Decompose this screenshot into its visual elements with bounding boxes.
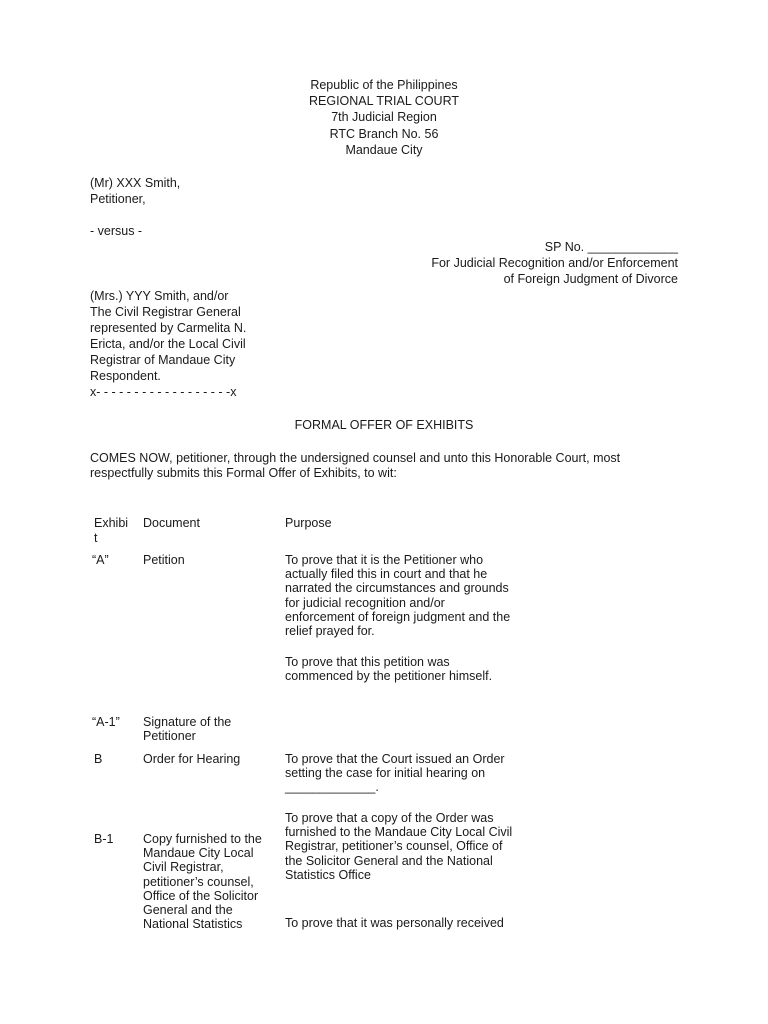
header-line-branch: RTC Branch No. 56: [329, 126, 439, 141]
versus-text: - versus -: [90, 224, 143, 238]
exhibit-document: [143, 715, 231, 743]
exhibit-document: Petition: [143, 553, 185, 567]
exhibit-label: B-1: [94, 832, 114, 846]
respondent-line: The Civil Registrar General: [90, 305, 241, 319]
exhibit-purpose: [285, 752, 505, 795]
respondent-line: Ericta, and/or the Local Civil: [90, 337, 246, 351]
purpose-line: _____________.: [285, 780, 379, 795]
header-line-city: Mandaue City: [345, 142, 423, 157]
purpose-line: To prove that the Court issued an Order: [285, 752, 505, 766]
intro-line1: COMES NOW, petitioner, through the undersigned counsel and unto this Honorable Court, most: [90, 451, 621, 465]
purpose-line: commenced by the petitioner himself.: [285, 669, 493, 684]
table-header-purpose: Purpose: [285, 516, 332, 530]
purpose-line: relief prayed for.: [285, 624, 375, 639]
document-line: petitioner’s counsel,: [143, 874, 254, 889]
petitioner-name: (Mr) XXX Smith,: [90, 176, 181, 190]
purpose-line: Registrar, petitioner’s counsel, Office of: [285, 839, 503, 854]
respondent-role: Respondent.: [90, 369, 161, 383]
intro-line2: respectfully submits this Formal Offer of Exhibits, to wit:: [90, 466, 397, 480]
purpose-line: Statistics Office: [285, 867, 371, 882]
exhibit-document: [143, 832, 262, 931]
header-line-region: 7th Judicial Region: [331, 110, 437, 125]
case-number: SP No. _____________: [544, 240, 678, 254]
exhibit-purpose-additional: To prove that it was personally received: [285, 916, 504, 930]
exhibit-purpose: [285, 811, 512, 882]
purpose-line: setting the case for initial hearing on: [285, 766, 486, 781]
exhibit-label: “A”: [92, 553, 109, 567]
document-line: Petitioner: [143, 729, 196, 744]
header-line-republic: Republic of the Philippines: [310, 78, 458, 92]
document-line: National Statistics: [143, 917, 243, 932]
purpose-line: the Solicitor General and the National: [285, 853, 493, 868]
exhibit-purpose-additional: [285, 655, 492, 683]
purpose-line: enforcement of foreign judgment and the: [285, 609, 511, 624]
exhibit-purpose: [285, 553, 510, 638]
case-nature-line1: For Judicial Recognition and/or Enforcement: [431, 256, 678, 270]
purpose-line: To prove that it is the Petitioner who: [285, 553, 484, 567]
respondent-line: (Mrs.) YYY Smith, and/or: [90, 289, 229, 303]
purpose-line: for judicial recognition and/or: [285, 595, 445, 610]
table-header-exhibit-line2: t: [94, 531, 98, 545]
exhibit-label: “A-1”: [92, 715, 120, 729]
document-line: Mandaue City Local: [143, 846, 254, 861]
document-line: General and the: [143, 903, 233, 918]
caption-separator: x- - - - - - - - - - - - - - - - - -x: [90, 385, 237, 399]
table-header-exhibit: [94, 516, 128, 546]
document-line: Copy furnished to the: [143, 832, 262, 846]
purpose-line: furnished to the Mandaue City Local Civil: [285, 825, 513, 840]
document-title: FORMAL OFFER OF EXHIBITS: [294, 418, 474, 432]
respondent-line: Registrar of Mandaue City: [90, 353, 236, 367]
purpose-line: To prove that a copy of the Order was: [285, 811, 494, 825]
exhibit-label: B: [94, 752, 103, 766]
document-line: Signature of the: [143, 715, 232, 729]
exhibit-document: Order for Hearing: [143, 752, 241, 766]
document-line: Office of the Solicitor: [143, 888, 259, 903]
purpose-line: narrated the circumstances and grounds: [285, 581, 509, 596]
table-header-document: Document: [143, 516, 200, 530]
header-line-court: REGIONAL TRIAL COURT: [308, 94, 460, 109]
respondent-line: represented by Carmelita N.: [90, 321, 247, 335]
petitioner-role: Petitioner,: [90, 192, 146, 206]
document-line: Civil Registrar,: [143, 860, 224, 875]
purpose-line: actually filed this in court and that he: [285, 567, 488, 582]
purpose-line: To prove that this petition was: [285, 655, 450, 669]
table-header-exhibit-line1: Exhibi: [94, 516, 129, 530]
case-nature-line2: of Foreign Judgment of Divorce: [503, 272, 678, 286]
